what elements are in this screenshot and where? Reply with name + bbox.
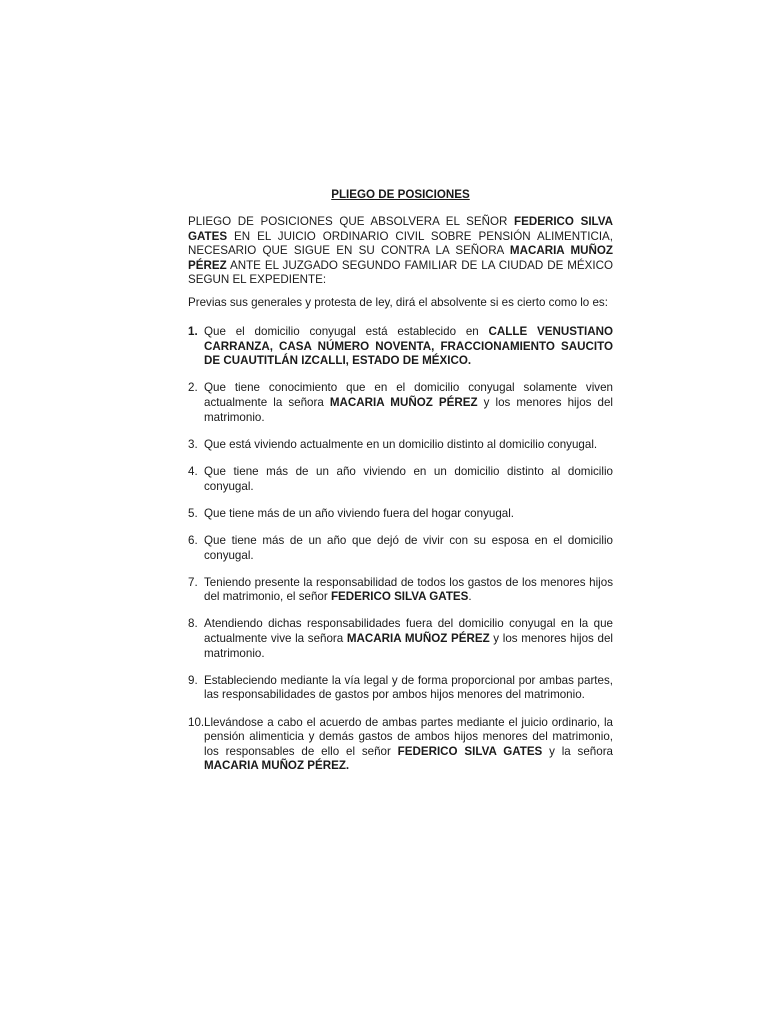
- intro-text-2: EN EL JUICIO ORDINARIO CIVIL SOBRE PENSIÓN ALIMENTICIA, NECESARIO QUE SIGUE EN SU CONTRA LA SEÑORA: [188, 229, 613, 258]
- document-title: PLIEGO DE POSICIONES: [331, 188, 470, 201]
- intro-name-absolvente: FEDERICO SILVA GATES: [188, 215, 614, 243]
- list-item: [188, 381, 613, 425]
- item-bold-text: MACARIA MUÑOZ PÉREZ: [329, 395, 478, 409]
- item-text: Que tiene más de un año viviendo fuera del hogar conyugal.: [204, 506, 515, 520]
- item-bold-text-2: MACARIA MUÑOZ PÉREZ.: [204, 759, 350, 773]
- posiciones-list: [188, 325, 613, 787]
- list-item: [188, 674, 613, 703]
- item-number: 7.: [188, 575, 198, 589]
- list-item: [188, 716, 613, 774]
- item-text-tail: y los menores hijos del matrimonio.: [204, 632, 613, 660]
- list-item: [188, 534, 613, 563]
- intro-text-1: PLIEGO DE POSICIONES QUE ABSOLVERA EL SEÑOR: [188, 215, 515, 228]
- item-text-tail: .: [468, 590, 472, 604]
- list-item: [188, 325, 613, 369]
- item-text: Teniendo presente la responsabilidad de todos los gastos de los menores hijos del matrimonio, el señor: [204, 575, 613, 604]
- item-text: Atendiendo dichas responsabilidades fuera del domicilio conyugal en la que actualmente vive la señora: [204, 617, 613, 646]
- item-number: 9.: [188, 673, 198, 687]
- item-number: 8.: [188, 617, 198, 631]
- document-page: [188, 0, 613, 1024]
- list-item: [188, 617, 613, 661]
- item-bold-text: CALLE VENUSTIANO CARRANZA, CASA NÚMERO NOVENTA, FRACCIONAMIENTO SAUCITO DE CUAUTITLÁN IZCALLI, ESTADO DE MÉXICO.: [204, 325, 614, 368]
- item-text: Que tiene conocimiento que en el domicilio conyugal solamente viven actualmente la señora: [204, 381, 613, 409]
- item-number: 2.: [188, 381, 198, 395]
- item-text-tail: y los menores hijos del matrimonio.: [204, 395, 613, 424]
- item-number: 3.: [188, 437, 198, 451]
- list-item: [188, 438, 613, 453]
- list-item: [188, 507, 613, 522]
- item-number: 5.: [188, 506, 198, 520]
- item-number: 1.: [188, 325, 198, 338]
- intro-name-actora: MACARIA MUÑOZ PÉREZ: [188, 244, 613, 272]
- item-text: Que el domicilio conyugal está establecido en: [204, 325, 489, 338]
- item-bold-text: FEDERICO SILVA GATES: [330, 590, 469, 604]
- intro-text-3: ANTE EL JUZGADO SEGUNDO FAMILIAR DE LA CIUDAD DE MÉXICO SEGUN EL EXPEDIENTE:: [188, 258, 613, 287]
- item-number: 6.: [188, 533, 198, 547]
- item-number: 10.: [188, 715, 205, 729]
- item-text: Que está viviendo actualmente en un domicilio distinto al domicilio conyugal.: [204, 437, 598, 451]
- item-bold-text: FEDERICO SILVA GATES: [397, 744, 543, 758]
- item-text: Que tiene más de un año viviendo en un domicilio distinto al domicilio conyugal.: [204, 464, 613, 493]
- list-item: [188, 576, 613, 605]
- item-text: Que tiene más de un año que dejó de vivir con su esposa en el domicilio conyugal.: [204, 533, 613, 562]
- list-item: [188, 465, 613, 494]
- item-text: Estableciendo mediante la vía legal y de forma proporcional por ambas partes, las responsabilidades de gastos por ambos hijos menores del matrimonio.: [204, 673, 613, 702]
- item-bold-text: MACARIA MUÑOZ PÉREZ: [346, 632, 490, 646]
- intro-paragraph: [188, 215, 613, 288]
- item-number: 4.: [188, 464, 198, 478]
- item-text: Llevándose a cabo el acuerdo de ambas partes mediante el juicio ordinario, la pensión alimenticia y demás gastos de ambos hijos menores del matrimonio, los responsables de ello el señor: [204, 715, 613, 758]
- item-text-middle: y la señora: [542, 744, 614, 758]
- previas-paragraph: Previas sus generales y protesta de ley, dirá el absolvente si es cierto como lo es:: [188, 296, 608, 309]
